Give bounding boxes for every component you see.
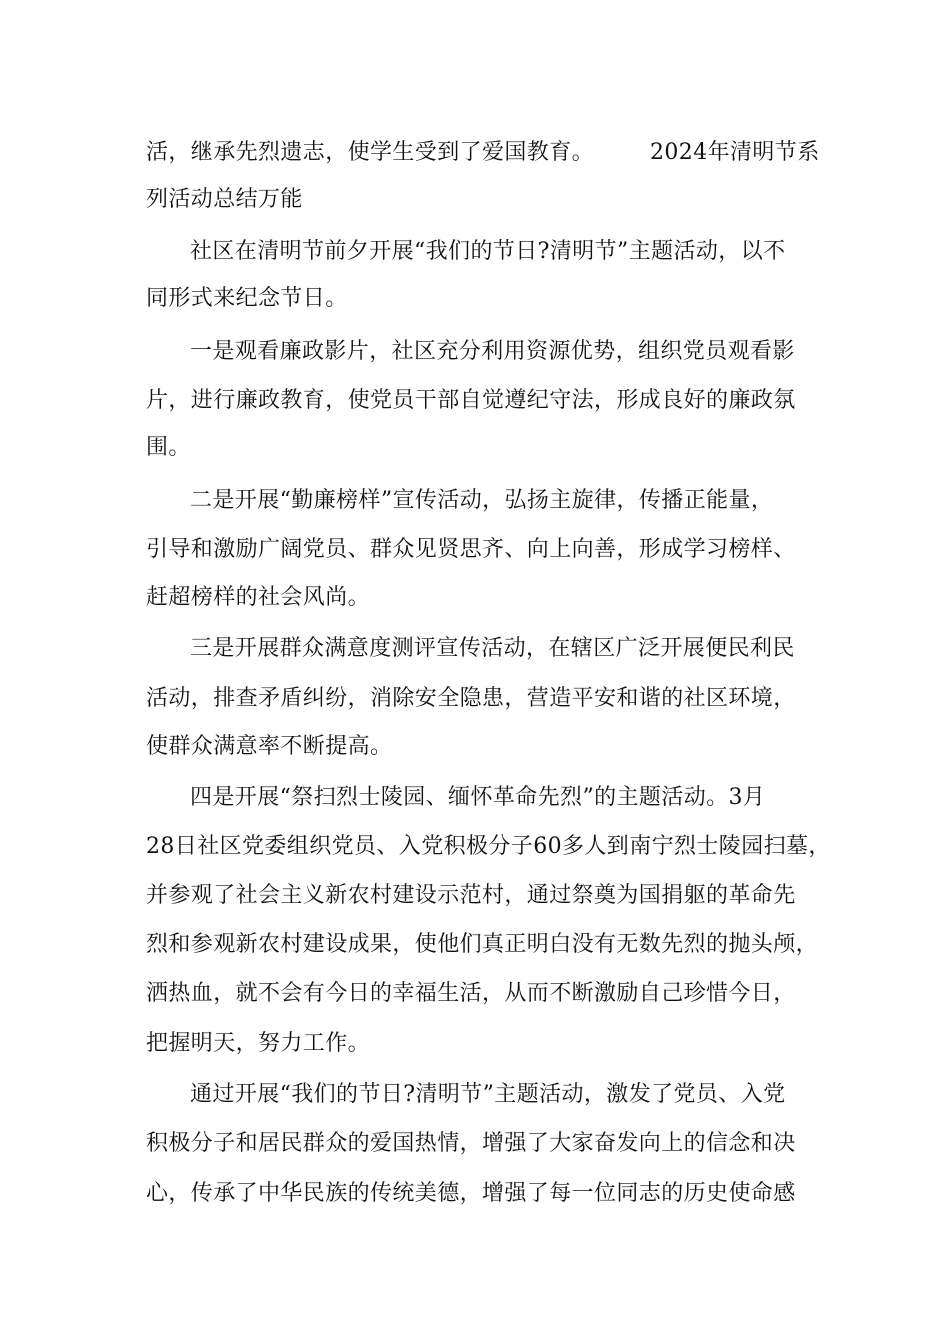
text-segment: 活，继承先烈遗志，使学生受到了爱国教育。 — [146, 140, 595, 165]
text-line — [146, 138, 836, 168]
paragraph-line: 积极分子和居民群众的爱国热情，增强了大家奋发向上的信念和决 — [146, 1131, 796, 1156]
paragraph-line: 片，进行廉政教育，使党员干部自觉遵纪守法，形成良好的廉政氛 — [146, 388, 796, 413]
paragraph-line: 二是开展“勤廉榜样”宣传活动，弘扬主旋律，传播正能量， — [190, 488, 774, 513]
paragraph-line: 三是开展群众满意度测评宣传活动，在辖区广泛开展便民利民 — [190, 636, 795, 661]
paragraph-line: 四是开展“祭扫烈士陵园、缅怀革命先烈”的主题活动。3月 — [190, 785, 766, 810]
paragraph-line: 烈和参观新农村建设成果，使他们真正明白没有无数先烈的抛头颅， — [146, 932, 819, 957]
paragraph-line: 一是观看廉政影片，社区充分利用资源优势，组织党员观看影 — [190, 339, 795, 364]
paragraph-line: 赶超榜样的社会风尚。 — [146, 585, 371, 610]
title-continuation: 列活动总结万能 — [146, 187, 303, 212]
paragraph-line: 把握明天，努力工作。 — [146, 1031, 371, 1056]
paragraph-line: 洒热血，就不会有今日的幸福生活，从而不断激励自己珍惜今日， — [146, 981, 796, 1006]
paragraph-line: 活动，排查矛盾纠纷，消除安全隐患，营造平安和谐的社区环境， — [146, 686, 796, 711]
paragraph-line: 引导和激励广阔党员、群众见贤思齐、向上向善，形成学习榜样、 — [146, 537, 796, 562]
paragraph-line: 同形式来纪念节日。 — [146, 286, 348, 311]
title-segment: 2024年清明节系 — [650, 140, 820, 165]
paragraph-line: 通过开展“我们的节日?清明节”主题活动，激发了党员、入党 — [190, 1082, 786, 1107]
paragraph-line: 使群众满意率不断提高。 — [146, 734, 393, 759]
paragraph-line: 心，传承了中华民族的传统美德，增强了每一位同志的历史使命感 — [146, 1181, 796, 1206]
paragraph-line: 围。 — [146, 435, 191, 460]
paragraph-line: 并参观了社会主义新农村建设示范村，通过祭奠为国捐躯的革命先 — [146, 883, 796, 908]
paragraph-line: 社区在清明节前夕开展“我们的节日?清明节”主题活动，以不 — [190, 239, 786, 264]
paragraph-line: 28日社区党委组织党员、入党积极分子60多人到南宁烈士陵园扫墓， — [146, 834, 831, 859]
